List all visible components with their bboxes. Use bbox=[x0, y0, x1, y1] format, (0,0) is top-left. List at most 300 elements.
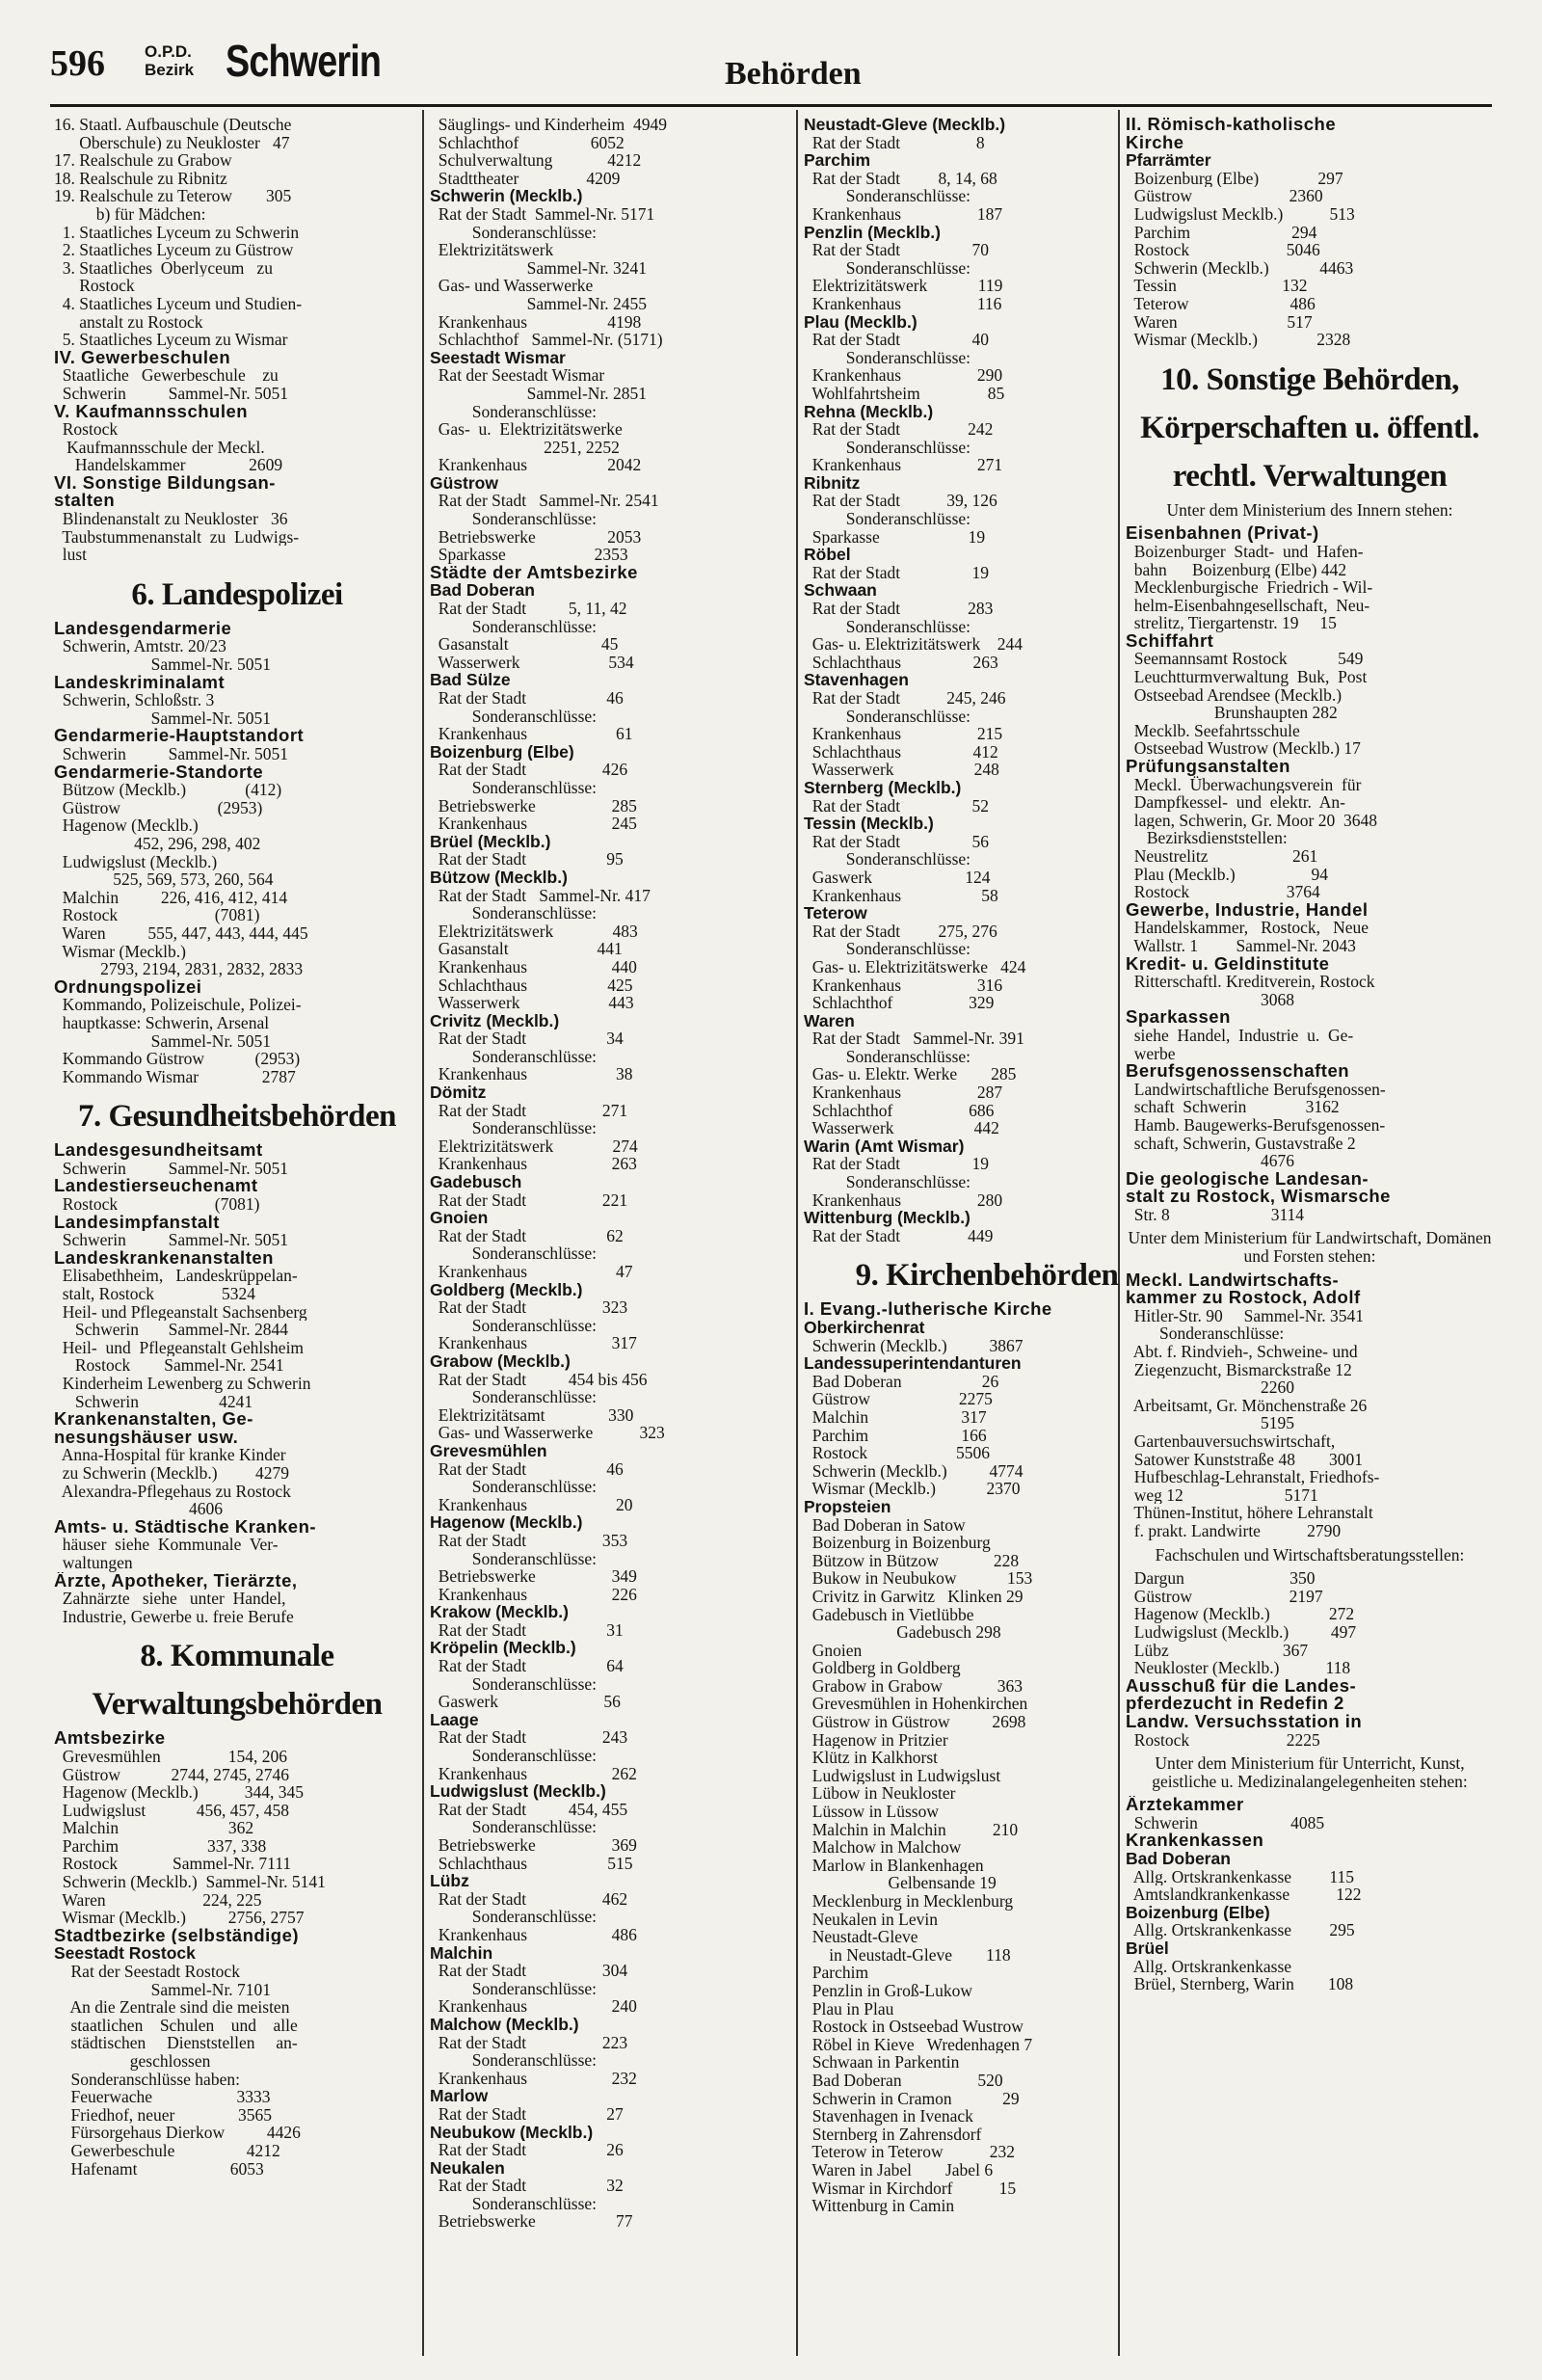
category-heading: IV. Gewerbeschulen bbox=[54, 348, 231, 367]
directory-entry: Rat der Stadt 64 bbox=[430, 1657, 624, 1675]
directory-entry: Neukalen in Levin bbox=[804, 1910, 938, 1929]
directory-entry: Rostock (7081) bbox=[54, 1195, 260, 1214]
directory-entry: Gas- und Wasserwerke bbox=[430, 277, 594, 295]
category-heading: II. Römisch-katholische bbox=[1126, 116, 1337, 134]
directory-entry: Seemannsamt Rostock 549 bbox=[1126, 650, 1364, 669]
directory-entry: Schlachthof 6052 bbox=[430, 133, 625, 152]
directory-entry: werbe bbox=[1126, 1044, 1176, 1063]
directory-entry: Säuglings- und Kinderheim 4949 bbox=[430, 116, 667, 134]
directory-entry: Elektrizitätswerk 119 bbox=[804, 277, 1003, 295]
directory-entry: Heil- und Pflegeanstalt Gehlsheim bbox=[54, 1338, 305, 1357]
directory-entry: Wismar (Mecklb.) bbox=[54, 942, 186, 961]
category-heading: Gewerbe, Industrie, Handel bbox=[1126, 900, 1369, 920]
directory-entry: Sonderanschlüsse: bbox=[804, 348, 971, 367]
directory-entry: Wasserwerk 442 bbox=[804, 1119, 999, 1137]
category-heading: V. Kaufmannsschulen bbox=[54, 402, 249, 421]
directory-entry: Rat der Stadt 462 bbox=[430, 1889, 628, 1909]
directory-entry: Krankenhaus 240 bbox=[430, 1997, 637, 2016]
directory-entry: Elektrizitätswerk bbox=[430, 241, 554, 259]
directory-entry: Wasserwerk 534 bbox=[430, 653, 634, 672]
directory-entry: Teterow in Teterow 232 bbox=[804, 2143, 1016, 2161]
directory-entry: Rat der Stadt 34 bbox=[430, 1030, 624, 1048]
directory-entry: Ziegenzucht, Bismarckstraße 12 bbox=[1126, 1360, 1352, 1379]
category-heading: Amts- u. Städtische Kranken- bbox=[54, 1517, 317, 1537]
category-heading: nesungshäuser usw. bbox=[54, 1428, 239, 1447]
directory-entry: Rat der Stadt 323 bbox=[430, 1298, 628, 1317]
directory-entry: Güstrow 2275 bbox=[804, 1390, 993, 1408]
directory-entry: Rat der Stadt 40 bbox=[804, 331, 989, 349]
directory-entry: Schlachthof 686 bbox=[804, 1101, 995, 1120]
directory-entry: 3. Staatliches Oberlyceum zu bbox=[54, 258, 273, 278]
place-heading: Schwerin (Mecklb.) bbox=[430, 187, 583, 205]
place-heading: Laage bbox=[430, 1710, 479, 1729]
directory-entry: Rostock 5506 bbox=[804, 1444, 990, 1462]
directory-entry: Bad Doberan 520 bbox=[804, 2071, 1003, 2090]
category-heading: Kirche bbox=[1126, 133, 1184, 152]
category-heading: Landeskrankenanstalten bbox=[54, 1248, 274, 1268]
place-heading: Brüel (Mecklb.) bbox=[430, 832, 551, 851]
place-heading: Sternberg (Mecklb.) bbox=[804, 778, 962, 797]
directory-entry: Hagenow in Pritzier bbox=[804, 1730, 948, 1750]
page-header bbox=[0, 0, 1542, 108]
category-heading: Ordnungspolizei bbox=[54, 977, 202, 997]
directory-entry: Krankenhaus 263 bbox=[430, 1155, 637, 1174]
directory-entry: Sonderanschlüsse: bbox=[1126, 1324, 1285, 1344]
directory-entry: An die Zentrale sind die meisten bbox=[54, 1998, 290, 2017]
directory-entry: Elektrizitätswerk 274 bbox=[430, 1137, 638, 1156]
directory-entry: Allg. Ortskrankenkasse 115 bbox=[1126, 1867, 1355, 1886]
category-heading: VI. Sonstige Bildungsan- bbox=[54, 473, 276, 493]
category-heading: Amtsbezirke bbox=[54, 1729, 166, 1748]
directory-entry: Neustadt-Gleve bbox=[804, 1928, 918, 1946]
directory-entry: Krankenhaus 226 bbox=[430, 1585, 637, 1604]
directory-entry: Rostock bbox=[54, 420, 119, 439]
directory-entry: Schlachthof 329 bbox=[804, 994, 995, 1012]
place-heading: Rehna (Mecklb.) bbox=[804, 402, 934, 421]
directory-entry: f. prakt. Landwirte 2790 bbox=[1126, 1521, 1342, 1540]
directory-entry: Brüel, Sternberg, Warin 108 bbox=[1126, 1975, 1354, 1993]
directory-entry: Rat der Stadt 271 bbox=[430, 1101, 628, 1120]
place-heading: Brüel bbox=[1126, 1939, 1169, 1958]
directory-entry: Schwerin (Mecklb.) 4774 bbox=[804, 1461, 1024, 1481]
directory-entry: Bad Doberan 26 bbox=[804, 1372, 999, 1391]
directory-entry: Hamb. Baugewerks-Berufsgenossen- bbox=[1126, 1115, 1386, 1135]
directory-entry: Gas- u. Elektrizitätswerke 424 bbox=[804, 957, 1026, 976]
directory-entry: geschlossen bbox=[54, 2052, 211, 2071]
directory-entry: Parchim bbox=[804, 1964, 869, 1982]
directory-entry: Hitler-Str. 90 Sammel-Nr. 3541 bbox=[1126, 1306, 1365, 1325]
directory-entry: Sonderanschlüsse: bbox=[430, 617, 598, 636]
category-heading: stalten bbox=[54, 492, 116, 511]
place-heading: Güstrow bbox=[430, 473, 498, 493]
column-4 bbox=[1126, 116, 1494, 1993]
directory-entry: Elektrizitätsamt 330 bbox=[430, 1405, 634, 1425]
directory-entry: Rat der Stadt 31 bbox=[430, 1620, 624, 1640]
directory-entry: Sonderanschlüsse: bbox=[804, 707, 971, 726]
directory-entry: Hagenow (Mecklb.) bbox=[54, 816, 199, 835]
category-heading: Ärzte, Apotheker, Tierärzte, bbox=[54, 1571, 298, 1591]
intro-note: Fachschulen und Wirtschaftsberatungsstellen: bbox=[1155, 1544, 1465, 1564]
directory-entry: Sonderanschlüsse: bbox=[804, 617, 971, 636]
directory-entry: Penzlin in Groß-Lukow bbox=[804, 1981, 972, 2000]
directory-entry: Sonderanschlüsse: bbox=[430, 402, 598, 421]
directory-entry: Rostock in Ostseebad Wustrow bbox=[804, 2018, 1024, 2036]
place-heading: Landessuperintendanturen bbox=[804, 1354, 1022, 1373]
place-heading: Grevesmühlen bbox=[430, 1441, 547, 1460]
directory-entry: Rat der Stadt 353 bbox=[430, 1531, 628, 1550]
directory-entry: Schlachthaus 425 bbox=[430, 976, 633, 995]
place-heading: Ribnitz bbox=[804, 473, 861, 493]
category-heading: Städte der Amtsbezirke bbox=[430, 563, 638, 582]
directory-entry: Rat der Stadt 221 bbox=[430, 1190, 628, 1210]
directory-entry: Schwerin Sammel-Nr. 5051 bbox=[54, 745, 289, 763]
directory-entry: Amtslandkrankenkasse 122 bbox=[1126, 1885, 1362, 1904]
directory-entry: Taubstummenanstalt zu Ludwigs- bbox=[54, 527, 300, 547]
directory-entry: Handelskammer, Rostock, Neue bbox=[1126, 919, 1369, 937]
directory-entry: Leuchtturmverwaltung Buk, Post bbox=[1126, 668, 1368, 686]
column-divider bbox=[422, 110, 424, 2356]
place-heading: Neubukow (Mecklb.) bbox=[430, 2123, 594, 2142]
directory-entry: anstalt zu Rostock bbox=[54, 312, 203, 332]
directory-entry: Rat der Stadt 62 bbox=[430, 1226, 624, 1245]
directory-entry: Gaswerk 124 bbox=[804, 868, 991, 887]
category-heading: stalt zu Rostock, Wismarsche bbox=[1126, 1188, 1391, 1206]
directory-entry: Hagenow (Mecklb.) 272 bbox=[1126, 1605, 1355, 1623]
directory-entry: Sonderanschlüsse: bbox=[430, 778, 598, 797]
column-divider bbox=[796, 110, 798, 2356]
directory-entry: Sammel-Nr. 2455 bbox=[430, 294, 648, 313]
directory-entry: Rat der Stadt 223 bbox=[430, 2033, 628, 2052]
directory-entry: Schwerin Sammel-Nr. 5051 bbox=[54, 1231, 289, 1249]
directory-entry: Plau in Plau bbox=[804, 1999, 894, 2019]
place-heading: Krakow (Mecklb.) bbox=[430, 1603, 569, 1621]
directory-entry: Neukloster (Mecklb.) 118 bbox=[1126, 1659, 1351, 1677]
directory-entry: Schwerin Sammel-Nr. 2844 bbox=[54, 1321, 289, 1339]
directory-entry: Stavenhagen in Ivenack bbox=[804, 2107, 973, 2126]
section-heading: Verwaltungsbehörden bbox=[92, 1687, 383, 1723]
directory-entry: Goldberg in Goldberg bbox=[804, 1659, 961, 1677]
directory-entry: Industrie, Gewerbe u. freie Berufe bbox=[54, 1607, 294, 1626]
intro-note: Unter dem Ministerium des Innern stehen: bbox=[1166, 499, 1453, 520]
place-heading: Plau (Mecklb.) bbox=[804, 312, 917, 332]
category-heading: Ärztekammer bbox=[1126, 1796, 1244, 1814]
category-heading: Landesimpfanstalt bbox=[54, 1213, 220, 1232]
directory-entry: 4606 bbox=[54, 1500, 223, 1518]
directory-entry: Rostock 5046 bbox=[1126, 241, 1320, 259]
directory-entry: Rat der Stadt 46 bbox=[430, 689, 624, 708]
directory-entry: Sonderanschlüsse: bbox=[804, 258, 971, 278]
directory-entry: 4676 bbox=[1126, 1152, 1294, 1170]
place-heading: Wittenburg (Mecklb.) bbox=[804, 1209, 970, 1227]
directory-entry: Gelbensande 19 bbox=[804, 1874, 997, 1892]
directory-entry: stalt, Rostock 5324 bbox=[54, 1285, 256, 1303]
directory-entry: Gaswerk 56 bbox=[430, 1693, 621, 1711]
directory-entry: Sonderanschlüsse haben: bbox=[54, 2070, 240, 2089]
directory-entry: Rat der Stadt 304 bbox=[430, 1962, 628, 1980]
directory-entry: Boizenburger Stadt- und Hafen- bbox=[1126, 542, 1364, 561]
directory-entry: Rat der Stadt 426 bbox=[430, 761, 628, 779]
place-heading: Seestadt Rostock bbox=[54, 1944, 196, 1964]
place-heading: Grabow (Mecklb.) bbox=[430, 1351, 571, 1371]
directory-entry: Thünen-Institut, höhere Lehranstalt bbox=[1126, 1504, 1373, 1522]
place-heading: Kröpelin (Mecklb.) bbox=[430, 1639, 576, 1658]
directory-entry: Sonderanschlüsse: bbox=[430, 1549, 598, 1568]
category-heading: Meckl. Landwirtschafts- bbox=[1126, 1270, 1340, 1290]
place-heading: Goldberg (Mecklb.) bbox=[430, 1280, 583, 1299]
directory-entry: bahn Boizenburg (Elbe) 442 bbox=[1126, 560, 1347, 579]
directory-entry: Schwerin Sammel-Nr. 5051 bbox=[54, 384, 289, 403]
directory-entry: 19. Realschule zu Teterow 305 bbox=[54, 187, 292, 205]
directory-entry: Güstrow 2360 bbox=[1126, 187, 1323, 205]
directory-entry: Elektrizitätswerk 483 bbox=[430, 922, 638, 941]
directory-entry: Meckl. Überwachungsverein für bbox=[1126, 775, 1362, 794]
directory-entry: Marlow in Blankenhagen bbox=[804, 1856, 984, 1875]
directory-entry: Oberschule) zu Neukloster 47 bbox=[54, 133, 290, 152]
directory-entry: Sonderanschlüsse: bbox=[430, 904, 598, 923]
category-heading: Eisenbahnen (Privat-) bbox=[1126, 524, 1319, 543]
section-heading: 9. Kirchenbehörden bbox=[855, 1258, 1119, 1294]
directory-entry: Gas- u. Elektrizitätswerke bbox=[430, 420, 623, 439]
place-heading: Röbel bbox=[804, 546, 851, 564]
directory-entry: Rat der Stadt Sammel-Nr. 2541 bbox=[430, 492, 659, 511]
directory-entry: Krankenhaus 61 bbox=[430, 725, 633, 743]
directory-entry: Ludwigslust 456, 457, 458 bbox=[54, 1801, 290, 1820]
directory-entry: Mecklenburg in Mecklenburg bbox=[804, 1892, 1014, 1911]
directory-entry: Sonderanschlüsse: bbox=[430, 223, 598, 242]
directory-entry: Bützow (Mecklb.) (412) bbox=[54, 781, 282, 799]
place-heading: Bützow (Mecklb.) bbox=[430, 868, 568, 887]
directory-entry: 3068 bbox=[1126, 990, 1294, 1009]
place-heading: Bad Sülze bbox=[430, 671, 511, 689]
directory-entry: Rat der Stadt 46 bbox=[430, 1459, 624, 1479]
directory-entry: Rat der Stadt 19 bbox=[804, 1155, 989, 1174]
directory-entry: Klütz in Kalkhorst bbox=[804, 1749, 939, 1767]
directory-entry: Güstrow in Güstrow 2698 bbox=[804, 1713, 1026, 1731]
category-heading: Stadtbezirke (selbständige) bbox=[54, 1926, 300, 1945]
category-heading: Ausschuß für die Landes- bbox=[1126, 1676, 1357, 1696]
directory-entry: Rat der Stadt 70 bbox=[804, 241, 989, 259]
directory-entry: Krankenhaus 280 bbox=[804, 1190, 1003, 1210]
directory-entry: Betriebswerke 77 bbox=[430, 2212, 633, 2232]
section-heading: rechtl. Verwaltungen bbox=[1172, 458, 1448, 494]
intro-note: Unter dem Ministerium für Unterricht, Kunst, geistliche u. Medizinalangelegenheiten stehen: bbox=[1152, 1753, 1468, 1791]
place-heading: Dömitz bbox=[430, 1083, 487, 1102]
directory-entry: Sparkasse 19 bbox=[804, 527, 986, 547]
directory-entry: Schwerin (Mecklb.) 4463 bbox=[1126, 258, 1354, 278]
directory-entry: Krankenhaus 316 bbox=[804, 976, 1003, 995]
directory-entry: 1. Staatliches Lyceum zu Schwerin bbox=[54, 223, 300, 242]
section-heading: 6. Landespolizei bbox=[131, 576, 343, 612]
section-heading: 7. Gesundheitsbehörden bbox=[77, 1099, 397, 1135]
directory-entry: Lüssow in Lüssow bbox=[804, 1803, 940, 1821]
directory-entry: Krankenhaus 47 bbox=[430, 1263, 633, 1281]
directory-entry: helm-Eisenbahngesellschaft, Neu- bbox=[1126, 596, 1370, 615]
directory-entry: Waren 555, 447, 443, 444, 445 bbox=[54, 923, 308, 943]
directory-entry: Lübz 367 bbox=[1126, 1641, 1309, 1660]
directory-entry: Rat der Stadt 275, 276 bbox=[804, 922, 997, 941]
directory-entry: Rat der Stadt 245, 246 bbox=[804, 689, 1006, 708]
directory-entry: Gas- u. Elektrizitätswerk 244 bbox=[804, 635, 1023, 654]
place-heading: Warin (Amt Wismar) bbox=[804, 1137, 965, 1156]
directory-entry: Ludwigslust (Mecklb.) 497 bbox=[1126, 1622, 1357, 1642]
directory-entry: 17. Realschule zu Grabow bbox=[54, 151, 232, 170]
directory-entry: Rostock 2225 bbox=[1126, 1730, 1320, 1750]
directory-entry: Wohlfahrtsheim 85 bbox=[804, 384, 1005, 403]
directory-entry: Gartenbauversuchswirtschaft, bbox=[1126, 1432, 1336, 1451]
district-label bbox=[145, 42, 194, 79]
directory-entry: Wismar (Mecklb.) 2370 bbox=[804, 1480, 1021, 1498]
directory-entry: in Neustadt-Gleve 118 bbox=[804, 1945, 1011, 1965]
directory-entry: Grevesmühlen 154, 206 bbox=[54, 1747, 288, 1766]
place-heading: Tessin (Mecklb.) bbox=[804, 815, 934, 833]
directory-entry: Mecklenburgische Friedrich - Wil- bbox=[1126, 578, 1373, 597]
place-heading: Neustadt-Gleve (Mecklb.) bbox=[804, 116, 1006, 134]
directory-entry: Rat der Stadt 449 bbox=[804, 1226, 994, 1245]
place-heading: Gnoien bbox=[430, 1209, 489, 1227]
directory-entry: Betriebswerke 2053 bbox=[430, 527, 642, 547]
place-heading: Boizenburg (Elbe) bbox=[430, 742, 574, 762]
directory-entry: Heil- und Pflegeanstalt Sachsenberg bbox=[54, 1302, 307, 1322]
directory-entry: Allg. Ortskrankenkasse 295 bbox=[1126, 1921, 1355, 1940]
category-heading: Gendarmerie-Standorte bbox=[54, 762, 264, 782]
directory-entry: Ostseebad Wustrow (Mecklb.) 17 bbox=[1126, 739, 1361, 759]
directory-entry: Krankenhaus 20 bbox=[430, 1495, 633, 1514]
bezirk-line: Bezirk bbox=[145, 61, 195, 79]
directory-entry: Sonderanschlüsse: bbox=[430, 2051, 598, 2070]
place-heading: Parchim bbox=[804, 151, 871, 170]
directory-entry: Str. 8 3114 bbox=[1126, 1205, 1305, 1224]
category-heading: Kredit- u. Geldinstitute bbox=[1126, 954, 1330, 974]
directory-entry: Sonderanschlüsse: bbox=[804, 940, 971, 958]
directory-entry: Rat der Stadt Sammel-Nr. 391 bbox=[804, 1030, 1024, 1048]
directory-entry: Rostock (7081) bbox=[54, 906, 260, 924]
column-2 bbox=[430, 116, 796, 2231]
directory-entry: Rat der Stadt 8, 14, 68 bbox=[804, 169, 997, 188]
place-heading: Penzlin (Mecklb.) bbox=[804, 223, 941, 242]
directory-entry: Schwerin (Mecklb.) 3867 bbox=[804, 1336, 1024, 1355]
directory-entry: Sonderanschlüsse: bbox=[430, 1908, 598, 1926]
directory-entry: Mecklb. Seefahrtsschule bbox=[1126, 721, 1300, 740]
directory-entry: häuser siehe Kommunale Ver- bbox=[54, 1536, 279, 1554]
directory-entry: Krankenhaus 245 bbox=[430, 815, 637, 833]
directory-entry: Sonderanschlüsse: bbox=[430, 2194, 598, 2213]
directory-entry: zu Schwerin (Mecklb.) 4279 bbox=[54, 1463, 289, 1483]
place-heading: Marlow bbox=[430, 2087, 489, 2105]
place-heading: Crivitz (Mecklb.) bbox=[430, 1011, 560, 1030]
place-heading: Ludwigslust (Mecklb.) bbox=[430, 1782, 606, 1801]
directory-entry: Rat der Stadt 95 bbox=[430, 850, 624, 869]
directory-entry: Rat der Stadt 243 bbox=[430, 1728, 628, 1748]
directory-entry: b) für Mädchen: bbox=[54, 204, 206, 224]
directory-entry: Sonderanschlüsse: bbox=[430, 510, 598, 528]
directory-entry: Sonderanschlüsse: bbox=[430, 1316, 598, 1335]
directory-entry: Gasanstalt 45 bbox=[430, 635, 619, 654]
category-heading: pferdezucht in Redefin 2 bbox=[1126, 1695, 1344, 1713]
directory-entry: Schwerin 4085 bbox=[1126, 1813, 1325, 1832]
directory-entry: Sonderanschlüsse: bbox=[430, 1244, 598, 1263]
directory-entry: Sonderanschlüsse: bbox=[430, 1747, 598, 1765]
directory-entry: staatlichen Schulen und alle bbox=[54, 2016, 298, 2035]
place-heading: Waren bbox=[804, 1011, 855, 1030]
directory-entry: Gnoien bbox=[804, 1641, 863, 1660]
category-heading: Landw. Versuchsstation in bbox=[1126, 1712, 1363, 1731]
directory-entry: Sonderanschlüsse: bbox=[430, 707, 598, 726]
directory-entry: Waren in Jabel Jabel 6 bbox=[804, 2160, 994, 2179]
directory-entry: waltungen bbox=[54, 1553, 133, 1572]
directory-entry: Sammel-Nr. 5051 bbox=[54, 1031, 272, 1051]
directory-entry: Rat der Stadt 19 bbox=[804, 563, 989, 582]
directory-entry: Sammel-Nr. 5051 bbox=[54, 655, 272, 674]
directory-entry: Abt. f. Rindvieh-, Schweine- und bbox=[1126, 1343, 1358, 1361]
directory-entry: Malchin 362 bbox=[54, 1819, 254, 1837]
directory-entry: Feuerwache 3333 bbox=[54, 2088, 271, 2106]
directory-entry: Waren 517 bbox=[1126, 312, 1313, 332]
directory-entry: Wasserwerk 443 bbox=[430, 994, 634, 1012]
directory-entry: Sparkasse 2353 bbox=[430, 546, 628, 564]
directory-entry: Gadebusch 298 bbox=[804, 1623, 1001, 1642]
directory-entry: Schlachthof Sammel-Nr. (5171) bbox=[430, 331, 663, 349]
directory-entry: Rat der Stadt 454 bis 456 bbox=[430, 1370, 648, 1389]
place-heading: Hagenow (Mecklb.) bbox=[430, 1513, 583, 1532]
directory-entry: Güstrow 2744, 2745, 2746 bbox=[54, 1765, 290, 1784]
place-heading: Neukalen bbox=[430, 2158, 505, 2178]
directory-entry: Sonderanschlüsse: bbox=[430, 1388, 598, 1406]
directory-entry: Wismar in Kirchdorf 15 bbox=[804, 2179, 1017, 2198]
directory-entry: Sonderanschlüsse: bbox=[430, 1818, 598, 1836]
place-heading: Lübz bbox=[430, 1872, 469, 1890]
directory-entry: 16. Staatl. Aufbauschule (Deutsche bbox=[54, 116, 292, 134]
directory-entry: Sternberg in Zahrensdorf bbox=[804, 2125, 982, 2144]
section-heading: 8. Kommunale bbox=[140, 1639, 334, 1674]
directory-entry: Rat der Stadt 26 bbox=[430, 2141, 624, 2159]
directory-entry: Kaufmannsschule der Meckl. bbox=[54, 438, 265, 457]
directory-entry: Boizenburg in Boizenburg bbox=[804, 1534, 991, 1552]
directory-entry: Rat der Stadt 242 bbox=[804, 420, 994, 439]
directory-entry: Lübow in Neukloster bbox=[804, 1784, 956, 1804]
directory-entry: Gas- und Wasserwerke 323 bbox=[430, 1424, 665, 1442]
directory-entry: Hagenow (Mecklb.) 344, 345 bbox=[54, 1783, 305, 1802]
place-heading: Gadebusch bbox=[430, 1173, 522, 1191]
directory-entry: Krankenhaus 187 bbox=[804, 204, 1003, 224]
directory-entry: Ritterschaftl. Kreditverein, Rostock bbox=[1126, 973, 1375, 991]
directory-entry: Sammel-Nr. 3241 bbox=[430, 258, 648, 278]
directory-entry: Friedhof, neuer 3565 bbox=[54, 2105, 273, 2125]
directory-entry: Blindenanstalt zu Neukloster 36 bbox=[54, 510, 288, 528]
directory-entry: Krankenhaus 287 bbox=[804, 1083, 1003, 1102]
directory-entry: Krankenhaus 116 bbox=[804, 294, 1002, 313]
directory-entry: Allg. Ortskrankenkasse bbox=[1126, 1957, 1292, 1976]
directory-entry: Sonderanschlüsse: bbox=[804, 1173, 971, 1191]
directory-entry: siehe Handel, Industrie u. Ge- bbox=[1126, 1026, 1354, 1045]
directory-entry: 2. Staatliches Lyceum zu Güstrow bbox=[54, 241, 294, 259]
directory-entry: Boizenburg (Elbe) 297 bbox=[1126, 169, 1343, 188]
directory-entry: Krankenhaus 262 bbox=[430, 1764, 637, 1783]
directory-entry: Gas- u. Elektr. Werke 285 bbox=[804, 1065, 1017, 1084]
directory-entry: Schwerin (Mecklb.) Sammel-Nr. 5141 bbox=[54, 1873, 326, 1891]
category-heading: Die geologische Landesan- bbox=[1126, 1169, 1369, 1189]
directory-entry: Parchim 337, 338 bbox=[54, 1836, 267, 1856]
directory-entry: Grevesmühlen in Hohenkirchen bbox=[804, 1695, 1028, 1714]
directory-entry: Waren 224, 225 bbox=[54, 1890, 262, 1910]
directory-entry: Kommando Güstrow (2953) bbox=[54, 1050, 301, 1068]
page-number: 596 bbox=[50, 43, 105, 84]
directory-entry: Sammel-Nr. 5051 bbox=[54, 709, 272, 728]
directory-entry: Rat der Stadt 39, 126 bbox=[804, 492, 997, 511]
directory-entry: Wismar (Mecklb.) 2756, 2757 bbox=[54, 1909, 305, 1927]
place-heading: Seestadt Wismar bbox=[430, 348, 566, 367]
directory-entry: Kommando, Polizeischule, Polizei- bbox=[54, 996, 302, 1014]
directory-entry: Wittenburg in Camin bbox=[804, 2197, 955, 2215]
